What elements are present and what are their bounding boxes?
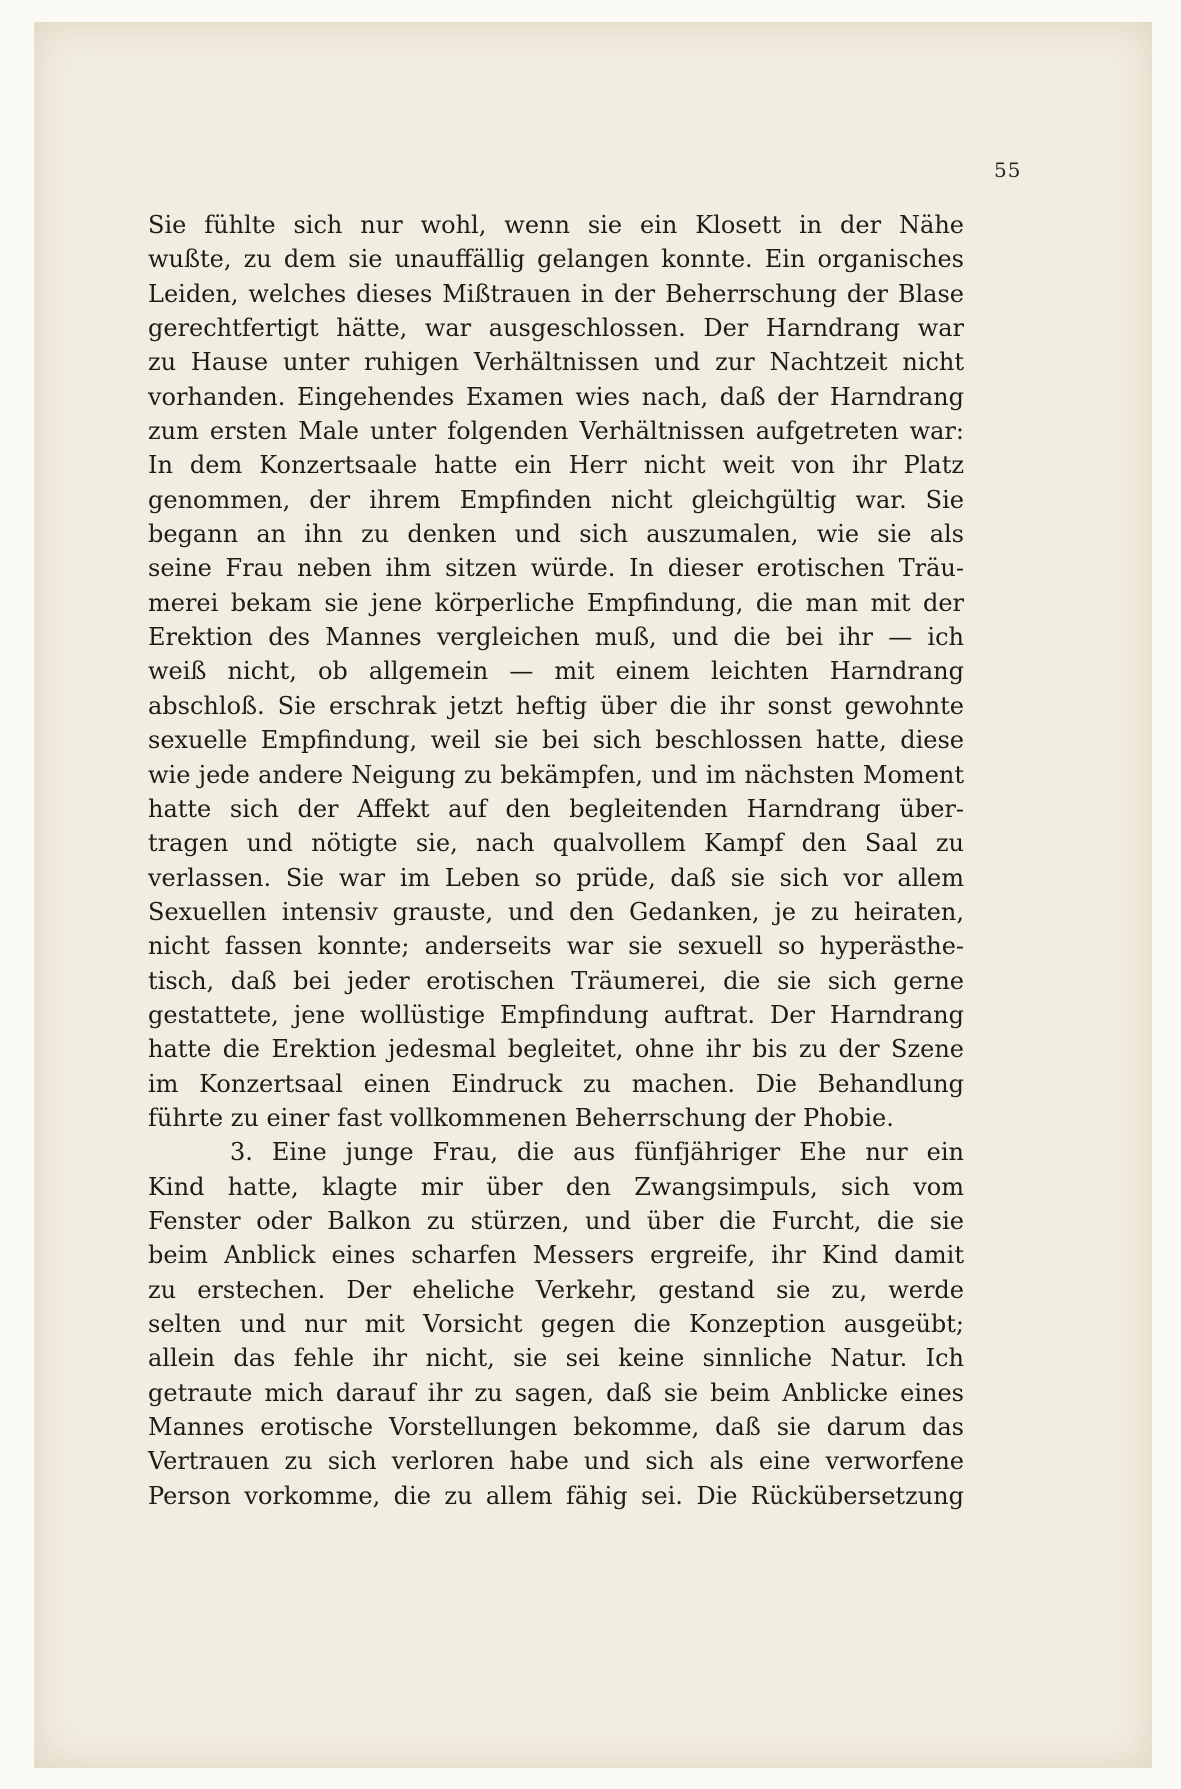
text-line: zum ersten Male unter folgenden Verhältnissen aufgetreten war: bbox=[148, 417, 964, 446]
text-line: Person vorkomme, die zu allem fähig sei. Die Rückübersetzung bbox=[148, 1481, 964, 1510]
text-line: hatte die Erektion jedesmal begleitet, ohne ihr bis zu der Szene bbox=[148, 1035, 964, 1064]
text-line: begann an ihn zu denken und sich auszumalen, wie sie als bbox=[148, 520, 964, 549]
text-line: führte zu einer fast vollkommenen Beherrschung der Phobie. bbox=[148, 1103, 894, 1132]
text-line: 3. Eine junge Frau, die aus fünfjähriger Ehe nur ein bbox=[230, 1138, 964, 1167]
text-line: vorhanden. Eingehendes Examen wies nach, daß der Harndrang bbox=[148, 382, 964, 411]
text-line: In dem Konzertsaale hatte ein Herr nicht weit von ihr Platz bbox=[148, 451, 964, 480]
text-line: tisch, daß bei jeder erotischen Träumerei, die sie sich gerne bbox=[148, 966, 964, 995]
body-text bbox=[148, 208, 964, 1513]
text-line: zu Hause unter ruhigen Verhältnissen und zur Nachtzeit nicht bbox=[148, 348, 964, 377]
text-line: Erektion des Mannes vergleichen muß, und die bei ihr — ich bbox=[148, 623, 964, 652]
text-line: im Konzertsaal einen Eindruck zu machen. Die Behandlung bbox=[148, 1069, 964, 1098]
text-line: Leiden, welches dieses Mißtrauen in der Beherrschung der Blase bbox=[148, 279, 964, 308]
text-line: wußte, zu dem sie unauffällig gelangen konnte. Ein organisches bbox=[148, 245, 964, 274]
text-line: nicht fassen konnte; anderseits war sie sexuell so hyperästhe- bbox=[148, 932, 964, 961]
text-line: Fenster oder Balkon zu stürzen, und über die Furcht, die sie bbox=[148, 1206, 964, 1235]
text-line: getraute mich darauf ihr zu sagen, daß sie beim Anblicke eines bbox=[148, 1378, 964, 1407]
text-line: verlassen. Sie war im Leben so prüde, daß sie sich vor allem bbox=[148, 863, 964, 892]
text-line: seine Frau neben ihm sitzen würde. In dieser erotischen Träu- bbox=[148, 554, 964, 583]
text-line: genommen, der ihrem Empfinden nicht gleichgültig war. Sie bbox=[148, 485, 964, 514]
text-line: Mannes erotische Vorstellungen bekomme, daß sie darum das bbox=[148, 1413, 964, 1442]
page-number: 55 bbox=[994, 158, 1022, 182]
text-line: Kind hatte, klagte mir über den Zwangsimpuls, sich vom bbox=[148, 1172, 964, 1201]
text-line: beim Anblick eines scharfen Messers ergreife, ihr Kind damit bbox=[148, 1241, 964, 1270]
text-line: Vertrauen zu sich verloren habe und sich als eine verworfene bbox=[148, 1447, 964, 1476]
text-line: sexuelle Empfindung, weil sie bei sich beschlossen hatte, diese bbox=[148, 726, 964, 755]
text-line: tragen und nötigte sie, nach qualvollem Kampf den Saal zu bbox=[148, 829, 964, 858]
text-line: Sexuellen intensiv grauste, und den Gedanken, je zu heiraten, bbox=[148, 897, 964, 926]
text-line: allein das fehle ihr nicht, sie sei keine sinnliche Natur. Ich bbox=[148, 1344, 964, 1373]
text-line: selten und nur mit Vorsicht gegen die Konzeption ausgeübt; bbox=[148, 1310, 964, 1338]
text-line: hatte sich der Affekt auf den begleitenden Harndrang über- bbox=[148, 794, 964, 823]
text-line: wie jede andere Neigung zu bekämpfen, und im nächsten Moment bbox=[148, 760, 964, 789]
text-line: Sie fühlte sich nur wohl, wenn sie ein Klosett in der Nähe bbox=[148, 211, 964, 239]
text-line: abschloß. Sie erschrak jetzt heftig über die ihr sonst gewohnte bbox=[148, 691, 964, 720]
text-line: merei bekam sie jene körperliche Empfindung, die man mit der bbox=[148, 588, 964, 617]
text-line: gestattete, jene wollüstige Empfindung auftrat. Der Harndrang bbox=[148, 1000, 964, 1029]
text-line: weiß nicht, ob allgemein — mit einem leichten Harndrang bbox=[148, 657, 964, 686]
text-line: zu erstechen. Der eheliche Verkehr, gestand sie zu, werde bbox=[148, 1275, 964, 1304]
text-line: gerechtfertigt hätte, war ausgeschlossen. Der Harndrang war bbox=[148, 314, 964, 343]
